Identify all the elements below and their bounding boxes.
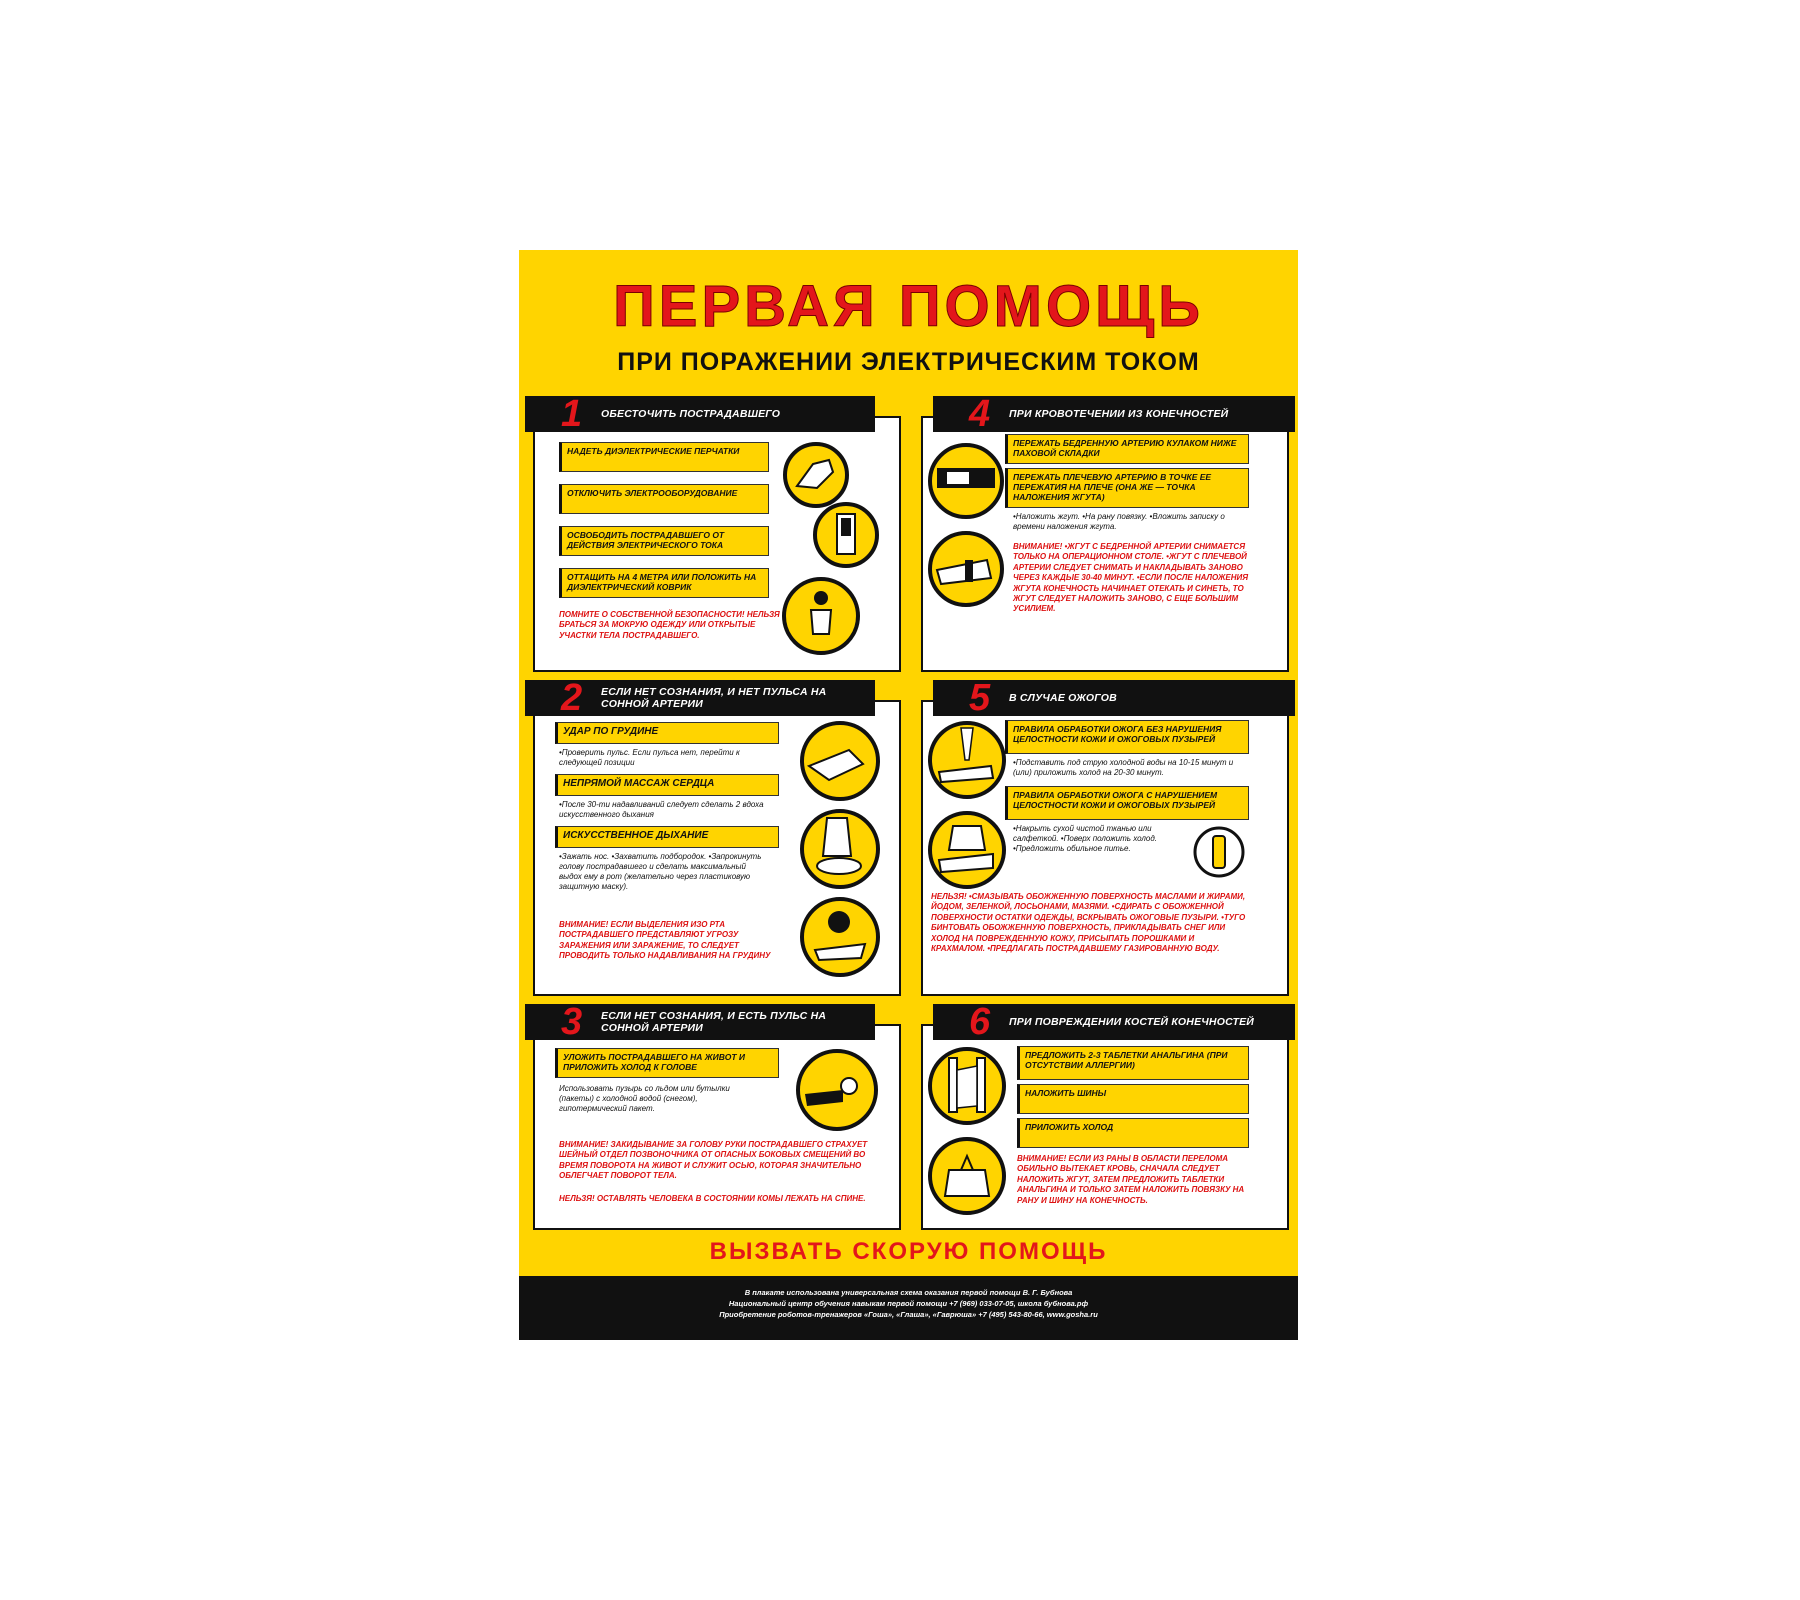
step-analgin: ПРЕДЛОЖИТЬ 2-3 ТАБЛЕТКИ АНАЛЬГИНА (ПРИ ОТСУТСТВИИ АЛЛЕРГИИ) — [1017, 1046, 1249, 1080]
tourniquet-illustration-icon — [927, 530, 1005, 608]
splint-illustration-icon — [927, 1046, 1007, 1126]
note-text: •Подставить под струю холодной воды на 10-15 минут и (или) приложить холод на 20-30 минут. — [1013, 758, 1234, 777]
section-number: 3 — [561, 1001, 583, 1043]
section-2 — [525, 677, 907, 996]
note-text: •Проверить пульс. Если пульса нет, перейти к следующей позиции — [559, 748, 740, 767]
note-text: •После 30-ти надавливаний следует сделать 2 вдоха искусственного дыхания — [559, 800, 764, 819]
warning-text: ПОМНИТЕ О СОБСТВЕННОЙ БЕЗОПАСНОСТИ! НЕЛЬЗЯ БРАТЬСЯ ЗА МОКРУЮ ОДЕЖДУ ИЛИ ОТКРЫТЫЕ УЧАСТКИ ТЕЛА ПОСТРАДАВШЕГО. — [559, 610, 780, 640]
section-number: 6 — [969, 1001, 991, 1043]
step-apply-cold: ПРИЛОЖИТЬ ХОЛОД — [1017, 1118, 1249, 1148]
gloves-illustration-icon — [783, 442, 849, 508]
section-number: 1 — [561, 393, 583, 435]
section-header — [933, 677, 1295, 719]
switch-illustration-icon — [813, 502, 879, 568]
step-chest-compressions: НЕПРЯМОЙ МАССАЖ СЕРДЦА — [555, 774, 779, 796]
poster-subtitle: ПРИ ПОРАЖЕНИИ ЭЛЕКТРИЧЕСКИМ ТОКОМ — [617, 348, 1200, 376]
cold-water-illustration-icon — [927, 720, 1007, 800]
cpr-illustration-icon — [799, 808, 881, 890]
poster-title: ПЕРВАЯ ПОМОЩЬ — [613, 274, 1204, 339]
section-number: 2 — [561, 677, 583, 719]
footer-line-3: Приобретение роботов-тренажеров «Гоша», «Глаша», «Гаврюша» +7 (495) 543-80-66, www.gosha.ru — [719, 1309, 1098, 1319]
note-text: •Накрыть сухой чистой тканью или салфеткой. •Поверх положить холод. •Предложить обильное питье. — [1013, 824, 1157, 853]
note-text: •Зажать нос. •Захватить подбородок. •Запрокинуть голову пострадавшего и сделать максимальный выдох ему в рот (желательно через пластиковую защитную маску). — [559, 852, 762, 891]
bleeding-thigh-illustration-icon — [927, 442, 1005, 520]
call-ambulance-text: ВЫЗВАТЬ СКОРУЮ ПОМОЩЬ — [709, 1238, 1108, 1265]
section-title: ЕСЛИ НЕТ СОЗНАНИЯ, И ЕСТЬ ПУЛЬС НА СОННОЙ АРТЕРИИ — [601, 1009, 827, 1034]
warning-text: ВНИМАНИЕ! •ЖГУТ С БЕДРЕННОЙ АРТЕРИИ СНИМАЕТСЯ ТОЛЬКО НА ОПЕРАЦИОННОМ СТОЛЕ. •ЖГУТ С ПЛЕЧЕВОЙ АРТЕРИИ СЛЕДУЕТ СНИМАТЬ И НАКЛАДЫВАТЬ ЗАНОВО ЧЕРЕЗ КАЖДЫЕ 30-40 МИНУТ. •ЕСЛИ ПОСЛЕ НАЛОЖЕНИЯ ЖГУТА КОНЕЧНОСТЬ НАЧИНАЕТ ОТЕКАТЬ И СИНЕТЬ, ТО ЖГУТ СЛЕДУЕТ НАЛОЖИТЬ ЗАНОВО, С ЕЩЕ БОЛЬШИМ УСИЛИЕМ. — [1013, 542, 1249, 614]
section-header — [525, 677, 875, 719]
step-rescue-breathing: ИСКУССТВЕННОЕ ДЫХАНИЕ — [555, 826, 779, 848]
section-title: ОБЕСТОЧИТЬ ПОСТРАДАВШЕГО — [601, 407, 781, 420]
step-drag-away: ОТТАЩИТЬ НА 4 МЕТРА ИЛИ ПОЛОЖИТЬ НА ДИЭЛЕКТРИЧЕСКИЙ КОВРИК — [559, 568, 769, 598]
water-bottle-icon — [1193, 826, 1245, 878]
section-title: ПРИ КРОВОТЕЧЕНИИ ИЗ КОНЕЧНОСТЕЙ — [1009, 407, 1229, 420]
section-header — [933, 393, 1295, 435]
step-burn-broken-skin: ПРАВИЛА ОБРАБОТКИ ОЖОГА С НАРУШЕНИЕМ ЦЕЛОСТНОСТИ КОЖИ И ОЖОГОВЫХ ПУЗЫРЕЙ — [1005, 786, 1249, 820]
section-number: 5 — [969, 677, 991, 719]
warning-text-2: НЕЛЬЗЯ! ОСТАВЛЯТЬ ЧЕЛОВЕКА В СОСТОЯНИИ КОМЫ ЛЕЖАТЬ НА СПИНЕ. — [559, 1194, 866, 1203]
footer-line-2: Национальный центр обучения навыкам первой помощи +7 (969) 033-07-05, школа бубнова.рф — [728, 1298, 1089, 1308]
step-precordial-thump: УДАР ПО ГРУДИНЕ — [555, 722, 779, 744]
section-header — [525, 393, 875, 435]
step-femoral-artery: ПЕРЕЖАТЬ БЕДРЕННУЮ АРТЕРИЮ КУЛАКОМ НИЖЕ ПАХОВОЙ СКЛАДКИ — [1005, 434, 1249, 464]
section-5 — [913, 677, 1295, 996]
warning-text: НЕЛЬЗЯ! •СМАЗЫВАТЬ ОБОЖЖЕННУЮ ПОВЕРХНОСТЬ МАСЛАМИ И ЖИРАМИ, ЙОДОМ, ЗЕЛЕНКОЙ, ЛОСЬОНАМИ, МАЗЯМИ. •СДИРАТЬ С ОБОЖЖЕННОЙ ПОВЕРХНОСТИ ОСТАТКИ ОДЕЖДЫ, ВСКРЫВАТЬ ОЖОГОВЫЕ ПУЗЫРИ. •ТУГО БИНТОВАТЬ ОБОЖЖЕННУЮ ПОВЕРХНОСТЬ, ПРИКЛАДЫВАТЬ СНЕГ ИЛИ ХОЛОД НА ПОВРЕЖДЕННУЮ КОЖУ, ПРИСЫПАТЬ ПОРОШКАМИ И КРАХМАЛОМ. •ПРЕДЛАГАТЬ ПОСТРАДАВШЕМУ ГАЗИРОВАННУЮ ВОДУ. — [931, 892, 1246, 953]
note-text: Использовать пузырь со льдом или бутылки (пакеты) с холодной водой (снегом), гипотермический пакет. — [559, 1084, 730, 1113]
footer-line-1: В плакате использована универсальная схема оказания первой помощи В. Г. Бубнова — [744, 1288, 1073, 1297]
section-6 — [913, 1001, 1295, 1230]
section-4 — [913, 393, 1295, 672]
step-gloves: НАДЕТЬ ДИЭЛЕКТРИЧЕСКИЕ ПЕРЧАТКИ — [559, 442, 769, 472]
step-recovery-position: УЛОЖИТЬ ПОСТРАДАВШЕГО НА ЖИВОТ И ПРИЛОЖИТЬ ХОЛОД К ГОЛОВЕ — [555, 1048, 779, 1078]
section-1 — [525, 393, 907, 672]
step-free-victim: ОСВОБОДИТЬ ПОСТРАДАВШЕГО ОТ ДЕЙСТВИЯ ЭЛЕКТРИЧЕСКОГО ТОКА — [559, 526, 769, 556]
breathing-illustration-icon — [799, 896, 881, 978]
cold-bag-illustration-icon — [927, 1136, 1007, 1216]
footer — [519, 1276, 1298, 1340]
recovery-position-illustration-icon — [795, 1048, 879, 1132]
section-title: ЕСЛИ НЕТ СОЗНАНИЯ, И НЕТ ПУЛЬСА НА СОННОЙ АРТЕРИИ — [601, 685, 827, 710]
section-3 — [525, 1001, 907, 1230]
section-title: ПРИ ПОВРЕЖДЕНИИ КОСТЕЙ КОНЕЧНОСТЕЙ — [1009, 1015, 1255, 1028]
section-header — [525, 1001, 875, 1043]
chest-thump-illustration-icon — [799, 720, 881, 802]
step-disconnect: ОТКЛЮЧИТЬ ЭЛЕКТРООБОРУДОВАНИЕ — [559, 484, 769, 514]
poster — [519, 250, 1298, 1340]
warning-text: ВНИМАНИЕ! ЕСЛИ ИЗ РАНЫ В ОБЛАСТИ ПЕРЕЛОМА ОБИЛЬНО ВЫТЕКАЕТ КРОВЬ, СНАЧАЛА СЛЕДУЕТ НАЛОЖИТЬ ЖГУТ, ЗАТЕМ ПРЕДЛОЖИТЬ ТАБЛЕТКИ АНАЛЬГИНА И ТОЛЬКО ЗАТЕМ НАЛОЖИТЬ ПОВЯЗКУ НА РАНУ И ШИНУ НА КОНЕЧНОСТЬ. — [1017, 1154, 1245, 1205]
warning-text: ВНИМАНИЕ! ЗАКИДЫВАНИЕ ЗА ГОЛОВУ РУКИ ПОСТРАДАВШЕГО СТРАХУЕТ ШЕЙНЫЙ ОТДЕЛ ПОЗВОНОЧНИКА ОТ ОПАСНЫХ БОКОВЫХ СМЕЩЕНИЙ ВО ВРЕМЯ ПОВОРОТА НА ЖИВОТ И СЛУЖИТ ОСЬЮ, КОТОРАЯ ЗНАЧИТЕЛЬНО ОБЛЕГЧАЕТ ПОВОРОТ ТЕЛА. — [559, 1140, 868, 1181]
step-brachial-artery: ПЕРЕЖАТЬ ПЛЕЧЕВУЮ АРТЕРИЮ В ТОЧКЕ ЕЕ ПЕРЕЖАТИЯ НА ПЛЕЧЕ (ОНА ЖЕ — ТОЧКА НАЛОЖЕНИЯ ЖГУТА) — [1005, 468, 1249, 508]
note-text: •Наложить жгут. •На рану повязку. •Вложить записку о времени наложения жгута. — [1013, 512, 1225, 531]
section-number: 4 — [969, 393, 991, 435]
step-splint: НАЛОЖИТЬ ШИНЫ — [1017, 1084, 1249, 1114]
warning-text: ВНИМАНИЕ! ЕСЛИ ВЫДЕЛЕНИЯ ИЗО РТА ПОСТРАДАВШЕГО ПРЕДСТАВЛЯЮТ УГРОЗУ ЗАРАЖЕНИЯ ИЛИ ЗАРАЖЕНИЕ, ТО СЛЕДУЕТ ПРОВОДИТЬ ТОЛЬКО НАДАВЛИВАНИЯ НА ГРУДИНУ — [559, 920, 771, 961]
step-burn-intact-skin: ПРАВИЛА ОБРАБОТКИ ОЖОГА БЕЗ НАРУШЕНИЯ ЦЕЛОСТНОСТИ КОЖИ И ОЖОГОВЫХ ПУЗЫРЕЙ — [1005, 720, 1249, 754]
section-title: В СЛУЧАЕ ОЖОГОВ — [1009, 691, 1117, 704]
cold-pack-illustration-icon — [927, 810, 1007, 890]
section-header — [933, 1001, 1295, 1043]
rescue-illustration-icon — [781, 576, 861, 656]
